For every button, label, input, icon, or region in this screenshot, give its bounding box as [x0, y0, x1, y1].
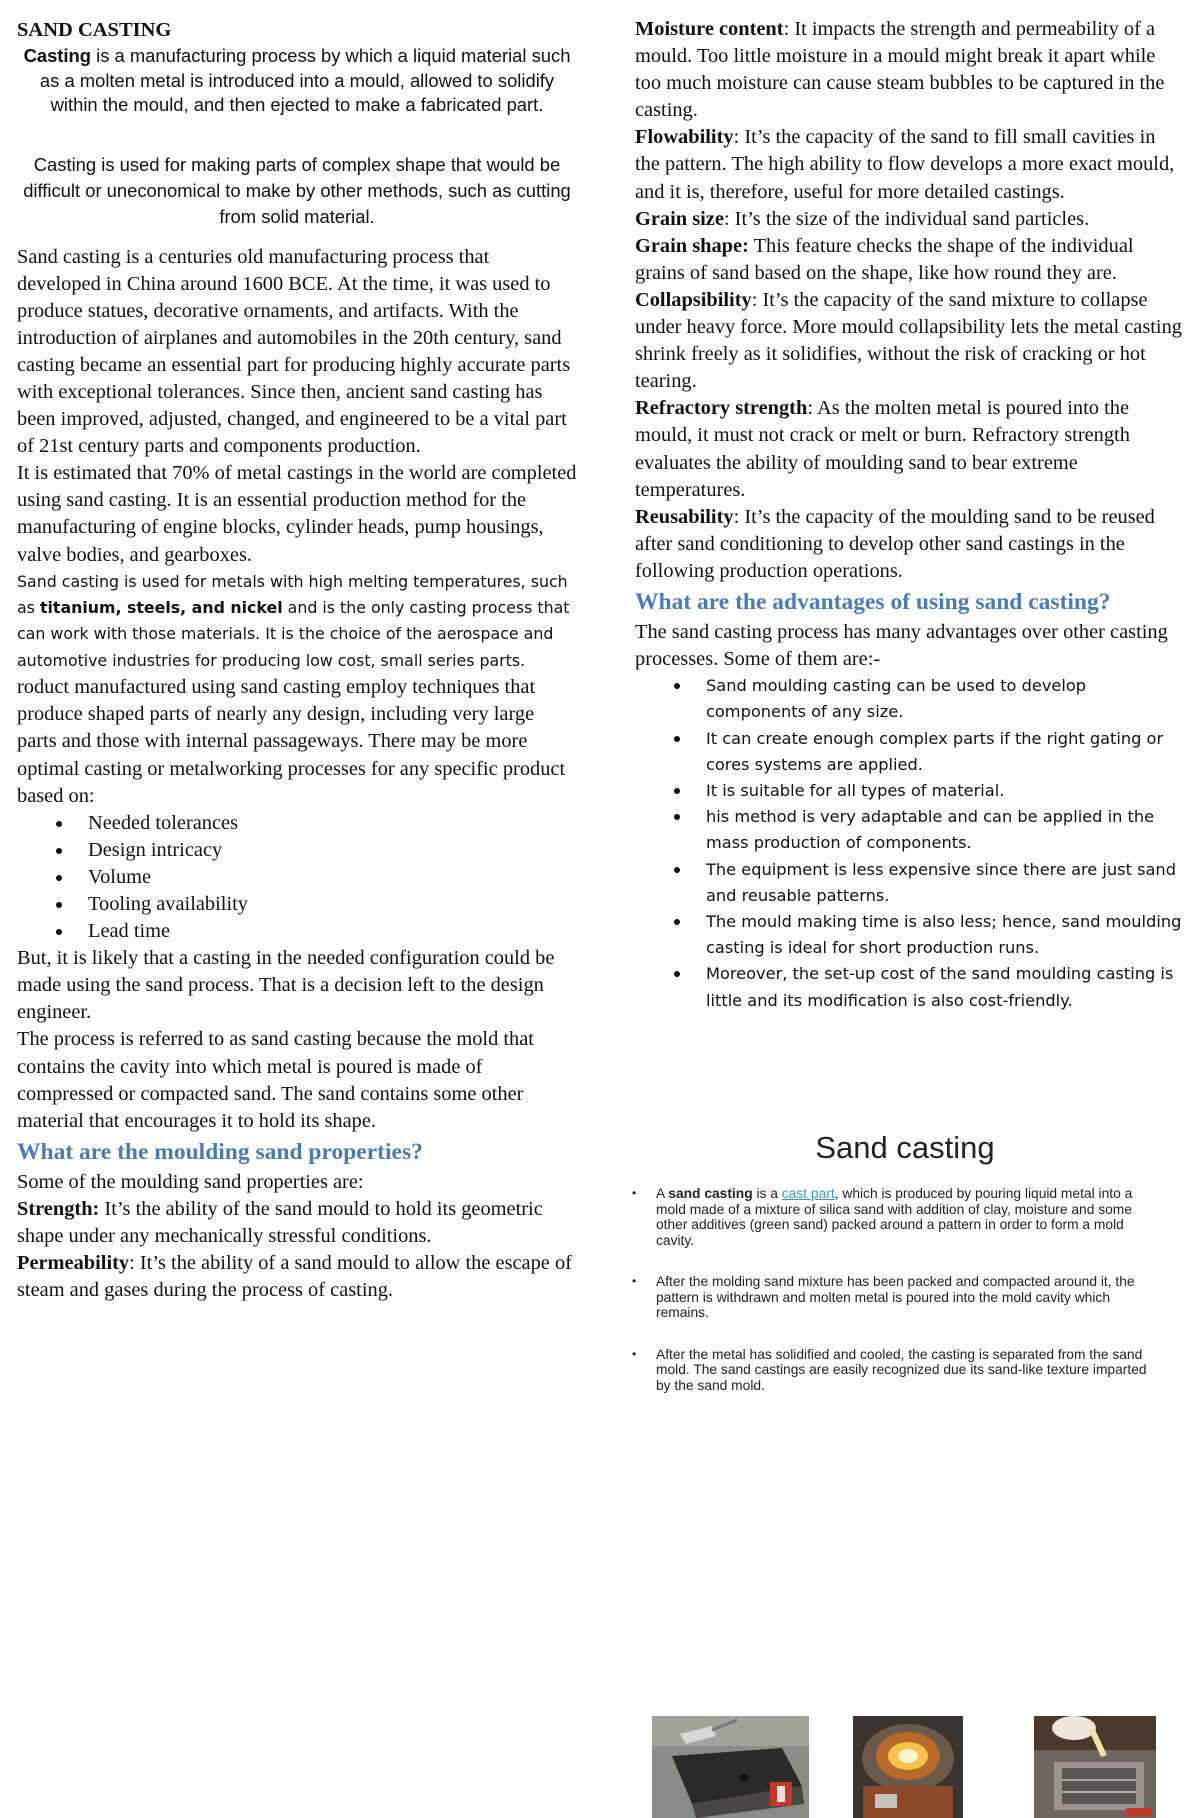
- referred-paragraph: The process is referred to as sand casting because the mold that contains the cavity into which metal is poured is made of compressed or compacted sand. The sand contains some other material that encourages it to hold its shape.: [17, 1028, 534, 1132]
- furnace-photo: [853, 1716, 963, 1818]
- metals-bold: titanium, steels, and nickel: [39, 598, 283, 618]
- advantages-heading: What are the advantages of using sand casting?: [635, 588, 1111, 615]
- list-item: The equipment is less expensive since there are just sand and reusable patterns.: [706, 857, 1183, 909]
- list-item: Moreover, the set-up cost of the sand moulding casting is little and its modification is also cost-friendly.: [706, 961, 1183, 1013]
- property-text: This feature checks the shape of the individual grains of sand based on the shape, like how round they are.: [635, 234, 1134, 284]
- advantages-list: [635, 673, 1183, 1014]
- list-item: [632, 1186, 1152, 1248]
- slide-title: Sand casting: [815, 1130, 995, 1165]
- property-label: Collapsibility: [635, 288, 752, 311]
- list-item: Lead time: [88, 918, 577, 945]
- flask-pouring-photo: [1034, 1716, 1156, 1818]
- property-text: : As the molten metal is poured into the mould, it must not crack or melt or burn. Refractory strength evaluates the ability of moulding sand to bear extreme temperatures.: [635, 397, 1130, 501]
- mold-pouring-photo: [652, 1716, 809, 1818]
- left-column: [17, 16, 577, 1304]
- property-label: Moisture content: [635, 18, 784, 40]
- property-reusability: [635, 504, 1183, 585]
- property-label: Grain shape:: [635, 234, 749, 257]
- advantages-intro: The sand casting process has many advantages over other casting processes. Some of them are:-: [635, 620, 1168, 671]
- product-paragraph: roduct manufactured using sand casting employ techniques that produce shaped parts of nearly any design, including very large parts and those with internal passageways. There may be more optimal casting or metalworking processes for any specific product based on:: [17, 676, 566, 807]
- property-grain-size: [635, 206, 1183, 233]
- metals-paragraph: [17, 569, 577, 675]
- property-flowability: [635, 124, 1183, 205]
- sand-casting-slide: [620, 1130, 1190, 1530]
- intro-paragraph-1: [17, 44, 577, 118]
- left-body-3: [17, 1169, 577, 1304]
- slide-bullets: [632, 1186, 1152, 1419]
- estimate-paragraph: It is estimated that 70% of metal castings in the world are completed using sand casting. It is an essential production method for the manufacturing of engine blocks, cylinder heads, pump housings, valve bodies, and gearboxes.: [17, 462, 577, 566]
- property-text: : It’s the capacity of the sand to fill small cavities in the pattern. The high ability to flow develops a more exact mould, and it is, therefore, useful for more detailed castings.: [635, 126, 1175, 203]
- property-label: Permeability: [17, 1252, 130, 1275]
- slide-text: , which is produced by pouring liquid metal into a mold made of a mixture of silica sand with addition of clay, moisture and some other additives (green sand) packed around a pattern in order to form a mold cavity.: [656, 1186, 1133, 1248]
- property-label: Grain size: [635, 207, 724, 230]
- property-label: Reusability: [635, 505, 734, 528]
- property-moisture: [635, 16, 1183, 124]
- left-body-2: [17, 674, 577, 1135]
- list-item: It is suitable for all types of material.: [706, 778, 1183, 804]
- but-paragraph: But, it is likely that a casting in the needed configuration could be made using the sand process. That is a decision left to the design engineer.: [17, 947, 555, 1024]
- properties-list: [635, 16, 1183, 585]
- list-item: • After the metal has solidified and cooled, the casting is separated from the sand mold. The sand castings are easily recognized due its sand-like texture imparted by the sand mold.: [632, 1347, 1152, 1394]
- property-label: Refractory strength: [635, 397, 808, 420]
- left-body: [17, 244, 577, 569]
- property-permeability: [17, 1250, 577, 1304]
- list-item: It can create enough complex parts if the right gating or cores systems are applied.: [706, 726, 1183, 778]
- list-item: Volume: [88, 864, 577, 891]
- factors-list: [17, 810, 577, 945]
- metals-text-b: and is the only casting process that can work with those materials. It is the choice of the aerospace and automotive industries for producing low cost, small series parts.: [17, 598, 570, 670]
- slide-text: is a: [752, 1186, 782, 1201]
- property-strength: [17, 1196, 577, 1250]
- property-label: Flowability: [635, 126, 734, 149]
- cast-part-link[interactable]: cast part: [781, 1186, 835, 1201]
- list-item: Needed tolerances: [88, 810, 577, 837]
- property-text: It’s the ability of the sand mould to hold its geometric shape under any mechanically stressful conditions.: [17, 1197, 543, 1248]
- list-item: Sand moulding casting can be used to develop components of any size.: [706, 673, 1183, 725]
- property-text: : It’s the capacity of the moulding sand to be reused after sand conditioning to develop other sand castings in the following production operations.: [635, 505, 1155, 582]
- some-properties-intro: Some of the moulding sand properties are:: [17, 1170, 364, 1193]
- list-item: his method is very adaptable and can be applied in the mass production of components.: [706, 804, 1183, 856]
- property-refractory: [635, 395, 1183, 503]
- page-title: SAND CASTING: [17, 19, 172, 41]
- property-text: : It’s the size of the individual sand particles.: [723, 207, 1090, 230]
- right-column: [635, 16, 1183, 1014]
- list-item: The mould making time is also less; hence, sand moulding casting is ideal for short production runs.: [706, 909, 1183, 961]
- property-collapsibility: [635, 287, 1183, 395]
- property-text: : It’s the ability of a sand mould to allow the escape of steam and gases during the process of casting.: [17, 1252, 572, 1302]
- list-item: Tooling availability: [88, 891, 577, 918]
- history-paragraph: Sand casting is a centuries old manufacturing process that developed in China around 1600 BCE. At the time, it was used to produce statues, decorative ornaments, and artifacts. With the introduction of airplanes and automobiles in the 20th century, sand casting became an essential part for producing highly accurate parts with exceptional tolerances. Since then, ancient sand casting has been improved, adjusted, changed, and engineered to be a vital part of 21st century parts and components production.: [17, 245, 571, 458]
- intro-paragraph-2: Casting is used for making parts of complex shape that would be difficult or uneconomical to make by other methods, such as cutting from solid material.: [23, 153, 571, 227]
- property-text: : It impacts the strength and permeability of a mould. Too little moisture in a mould might break it apart while too much moisture can cause steam bubbles to be captured in the casting.: [635, 18, 1165, 122]
- properties-heading: What are the moulding sand properties?: [17, 1138, 423, 1165]
- metals-text-a: Sand casting is used for metals with high melting temperatures, such as: [17, 571, 568, 618]
- intro-definition: is a manufacturing process by which a liquid material such as a molten metal is introduced into a mould, allowed to solidify within the mould, and then ejected to make a fabricated part.: [39, 45, 571, 115]
- intro-bold-term: Casting: [23, 45, 92, 66]
- list-item: • After the molding sand mixture has been packed and compacted around it, the pattern is withdrawn and molten metal is poured into the mold cavity which remains.: [632, 1274, 1152, 1321]
- property-label: Strength:: [17, 1197, 100, 1220]
- slide-text: A: [656, 1186, 669, 1201]
- slide-bold: sand casting: [668, 1186, 753, 1201]
- property-text: : It’s the capacity of the sand mixture to collapse under heavy force. More mould collapsibility lets the metal casting shrink freely as it solidifies, without the risk of cracking or hot tearing.: [635, 288, 1182, 393]
- list-item: Design intricacy: [88, 837, 577, 864]
- property-grain-shape: [635, 233, 1183, 287]
